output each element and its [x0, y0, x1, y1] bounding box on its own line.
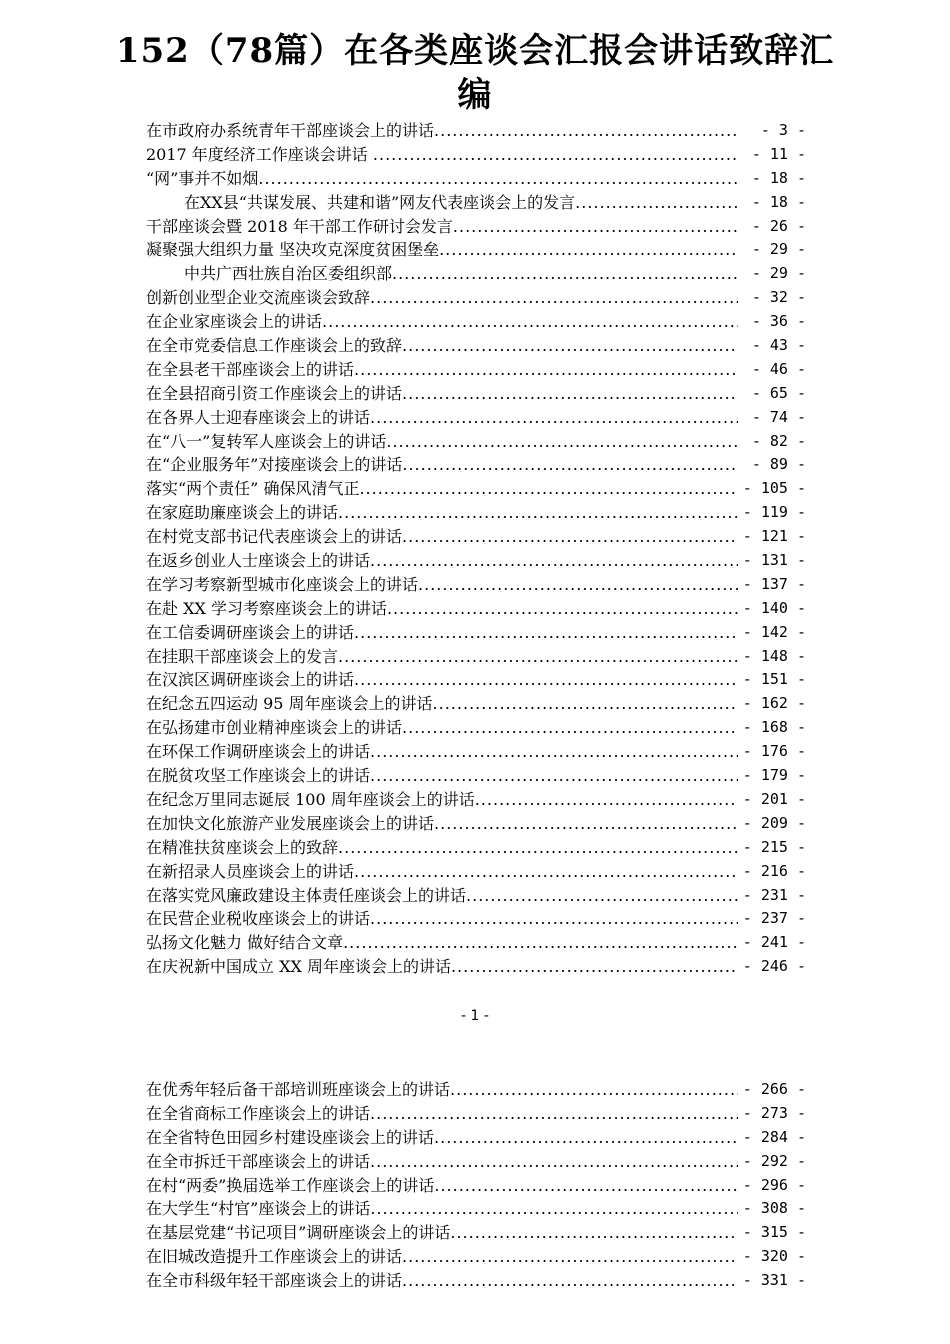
toc-entry[interactable]	[146, 334, 812, 358]
toc-entry-page-number: - 137 -	[742, 574, 806, 593]
table-of-contents-page-1	[146, 119, 812, 979]
toc-entry-title: 在各界人士迎春座谈会上的讲话 .....	[146, 406, 738, 430]
toc-entry[interactable]	[146, 764, 812, 788]
toc-entry[interactable]	[146, 167, 812, 191]
toc-entry-title: 在纪念五四运动 95 周年座谈会上的讲话 .....	[146, 692, 738, 716]
toc-entry-page-number: - 131 -	[742, 551, 806, 570]
toc-entry[interactable]	[146, 477, 812, 501]
toc-entry-page-number: - 32 -	[751, 288, 806, 307]
table-of-contents-page-2	[146, 1078, 812, 1293]
toc-entry-page-number: - 209 -	[742, 813, 806, 832]
toc-entry[interactable]	[146, 501, 812, 525]
toc-entry-page-number: - 162 -	[742, 694, 806, 713]
toc-entry[interactable]	[146, 215, 812, 239]
toc-entry-page-number: - 65 -	[751, 383, 806, 402]
page-number: - 1 -	[461, 1008, 489, 1024]
toc-entry-title: “网”事并不如烟 .....	[146, 167, 738, 191]
toc-entry[interactable]	[146, 382, 812, 406]
toc-entry-page-number: - 331 -	[742, 1271, 806, 1290]
toc-entry[interactable]	[146, 1150, 812, 1174]
toc-entry-page-number: - 121 -	[742, 527, 806, 546]
toc-entry-page-number: - 89 -	[751, 455, 806, 474]
toc-entry[interactable]	[146, 1221, 812, 1245]
toc-entry-page-number: - 36 -	[751, 312, 806, 331]
toc-entry-page-number: - 215 -	[742, 837, 806, 856]
toc-entry-title: 在加快文化旅游产业发展座谈会上的讲话 .....	[146, 812, 738, 836]
toc-entry[interactable]	[146, 907, 812, 931]
toc-entry[interactable]	[146, 310, 812, 334]
toc-entry[interactable]	[146, 788, 812, 812]
toc-entry-title: 在精准扶贫座谈会上的致辞 .....	[146, 836, 738, 860]
toc-entry[interactable]	[146, 668, 812, 692]
toc-entry-page-number: - 296 -	[742, 1175, 806, 1194]
toc-entry-page-number: - 320 -	[742, 1247, 806, 1266]
toc-entry[interactable]	[146, 286, 812, 310]
document-title: 152（78篇）在各类座谈会汇报会讲话致辞汇编	[115, 30, 835, 115]
toc-entry-page-number: - 237 -	[742, 909, 806, 928]
toc-entry[interactable]	[146, 1174, 812, 1198]
toc-entry[interactable]	[146, 525, 812, 549]
toc-entry-page-number: - 119 -	[742, 503, 806, 522]
toc-entry[interactable]	[146, 692, 812, 716]
toc-entry-title: 凝聚强大组织力量 坚决攻克深度贫困堡垒 .....	[146, 238, 738, 262]
toc-entry[interactable]	[146, 1078, 812, 1102]
toc-entry-page-number: - 315 -	[742, 1223, 806, 1242]
toc-entry[interactable]	[146, 262, 812, 286]
toc-entry-page-number: - 241 -	[742, 933, 806, 952]
toc-entry-title: 在全市拆迁干部座谈会上的讲话 .....	[146, 1150, 738, 1174]
toc-entry[interactable]	[146, 143, 812, 167]
toc-entry-page-number: - 74 -	[751, 407, 806, 426]
toc-entry-title: 在工信委调研座谈会上的讲话 .....	[146, 621, 738, 645]
toc-entry[interactable]	[146, 740, 812, 764]
toc-entry[interactable]	[146, 453, 812, 477]
toc-entry-page-number: - 148 -	[742, 646, 806, 665]
toc-entry-page-number: - 105 -	[742, 479, 806, 498]
toc-entry-page-number: - 11 -	[751, 144, 806, 163]
toc-entry-title: 在大学生“村官”座谈会上的讲话 .....	[146, 1197, 738, 1221]
toc-entry-page-number: - 246 -	[742, 957, 806, 976]
toc-entry[interactable]	[146, 860, 812, 884]
toc-entry-title: 在全省商标工作座谈会上的讲话 .....	[146, 1102, 738, 1126]
toc-entry-title: 弘扬文化魅力 做好结合文章 .....	[146, 931, 738, 955]
toc-entry-title: 2017 年度经济工作座谈会讲话 .....	[146, 143, 738, 167]
toc-entry-page-number: - 29 -	[751, 240, 806, 259]
toc-entry[interactable]	[146, 549, 812, 573]
toc-entry-page-number: - 3 -	[760, 121, 806, 139]
toc-entry-page-number: - 273 -	[742, 1103, 806, 1122]
toc-entry-page-number: - 284 -	[742, 1127, 806, 1146]
toc-entry[interactable]	[146, 931, 812, 955]
toc-entry-title: 在新招录人员座谈会上的讲话 .....	[146, 860, 738, 884]
toc-entry-title: 在全县老干部座谈会上的讲话 .....	[146, 358, 738, 382]
toc-entry[interactable]	[146, 1197, 812, 1221]
toc-entry-page-number: - 82 -	[751, 431, 806, 450]
toc-entry[interactable]	[146, 716, 812, 740]
toc-entry-title: 在汉滨区调研座谈会上的讲话 .....	[146, 668, 738, 692]
toc-entry-title: 在优秀年轻后备干部培训班座谈会上的讲话 .....	[146, 1078, 738, 1102]
toc-entry-title: 在“企业服务年”对接座谈会上的讲话 .....	[146, 453, 738, 477]
toc-entry[interactable]	[146, 597, 812, 621]
toc-entry[interactable]	[146, 1126, 812, 1150]
toc-entry-page-number: - 168 -	[742, 718, 806, 737]
toc-entry-title: 在挂职干部座谈会上的发言 .....	[146, 645, 738, 669]
toc-entry-title: 在学习考察新型城市化座谈会上的讲话 .....	[146, 573, 738, 597]
toc-entry-title: 干部座谈会暨 2018 年干部工作研讨会发言 .....	[146, 215, 738, 239]
toc-entry-title: 在村党支部书记代表座谈会上的讲话 .....	[146, 525, 738, 549]
toc-entry-page-number: - 216 -	[742, 861, 806, 880]
toc-entry-title: 在纪念万里同志诞辰 100 周年座谈会上的讲话 .....	[146, 788, 738, 812]
toc-entry-page-number: - 43 -	[751, 336, 806, 355]
toc-entry[interactable]	[146, 645, 812, 669]
toc-entry[interactable]	[146, 358, 812, 382]
toc-entry-title: 中共广西壮族自治区委组织部 .....	[184, 262, 738, 286]
toc-entry-title: 在市政府办系统青年干部座谈会上的讲话 .....	[146, 119, 738, 143]
toc-entry-title: 在企业家座谈会上的讲话 .....	[146, 310, 738, 334]
toc-entry[interactable]	[146, 191, 812, 215]
toc-entry-title: 在赴 XX 学习考察座谈会上的讲话 .....	[146, 597, 738, 621]
toc-entry-title: 在全市党委信息工作座谈会上的致辞 .....	[146, 334, 738, 358]
toc-entry-title: 在落实党风廉政建设主体责任座谈会上的讲话 .....	[146, 884, 738, 908]
toc-entry[interactable]	[146, 836, 812, 860]
toc-entry-page-number: - 29 -	[751, 264, 806, 283]
toc-entry-title: 落实“两个责任” 确保风清气正 .....	[146, 477, 738, 501]
toc-entry-title: 在基层党建“书记项目”调研座谈会上的讲话 .....	[146, 1221, 738, 1245]
toc-entry-title: 在返乡创业人士座谈会上的讲话 .....	[146, 549, 738, 573]
toc-entry[interactable]	[146, 406, 812, 430]
toc-entry-page-number: - 176 -	[742, 742, 806, 761]
toc-entry-page-number: - 231 -	[742, 885, 806, 904]
toc-entry-title: 在全省特色田园乡村建设座谈会上的讲话 .....	[146, 1126, 738, 1150]
toc-entry[interactable]	[146, 430, 812, 454]
toc-entry-page-number: - 26 -	[751, 216, 806, 235]
toc-entry[interactable]	[146, 573, 812, 597]
toc-entry-title: 在弘扬建市创业精神座谈会上的讲话 .....	[146, 716, 738, 740]
toc-entry-title: 在民营企业税收座谈会上的讲话 .....	[146, 907, 738, 931]
toc-entry-title: 创新创业型企业交流座谈会致辞 .....	[146, 286, 738, 310]
toc-entry[interactable]	[146, 812, 812, 836]
toc-entry-title: 在“八一”复转军人座谈会上的讲话 .....	[146, 430, 738, 454]
toc-entry[interactable]	[146, 119, 812, 143]
toc-entry-title: 在家庭助廉座谈会上的讲话 .....	[146, 501, 738, 525]
toc-entry-page-number: - 151 -	[742, 670, 806, 689]
toc-entry-title: 在村“两委”换届选举工作座谈会上的讲话 .....	[146, 1174, 738, 1198]
toc-entry-page-number: - 46 -	[751, 359, 806, 378]
toc-entry-page-number: - 179 -	[742, 766, 806, 785]
toc-entry-title: 在环保工作调研座谈会上的讲话 .....	[146, 740, 738, 764]
toc-entry-page-number: - 266 -	[742, 1080, 806, 1098]
toc-entry-page-number: - 201 -	[742, 789, 806, 808]
toc-entry-page-number: - 140 -	[742, 598, 806, 617]
toc-entry-title: 在庆祝新中国成立 XX 周年座谈会上的讲话 .....	[146, 955, 738, 979]
toc-entry-page-number: - 18 -	[751, 192, 806, 211]
toc-entry-title: 在脱贫攻坚工作座谈会上的讲话 .....	[146, 764, 738, 788]
toc-entry[interactable]	[146, 1269, 812, 1293]
toc-entry[interactable]	[146, 884, 812, 908]
toc-entry-title: 在旧城改造提升工作座谈会上的讲话 .....	[146, 1245, 738, 1269]
toc-entry-page-number: - 308 -	[742, 1199, 806, 1218]
toc-entry-page-number: - 292 -	[742, 1151, 806, 1170]
toc-entry[interactable]	[146, 621, 812, 645]
toc-entry[interactable]	[146, 955, 812, 979]
toc-entry-title: 在XX县“共谋发展、共建和谐”网友代表座谈会上的发言 .....	[184, 191, 738, 215]
toc-entry[interactable]	[146, 1102, 812, 1126]
toc-entry[interactable]	[146, 1245, 812, 1269]
toc-entry-page-number: - 142 -	[742, 622, 806, 641]
toc-entry-title: 在全县招商引资工作座谈会上的讲话 .....	[146, 382, 738, 406]
toc-entry-page-number: - 18 -	[751, 168, 806, 187]
toc-entry-title: 在全市科级年轻干部座谈会上的讲话 .....	[146, 1269, 738, 1293]
toc-entry[interactable]	[146, 238, 812, 262]
